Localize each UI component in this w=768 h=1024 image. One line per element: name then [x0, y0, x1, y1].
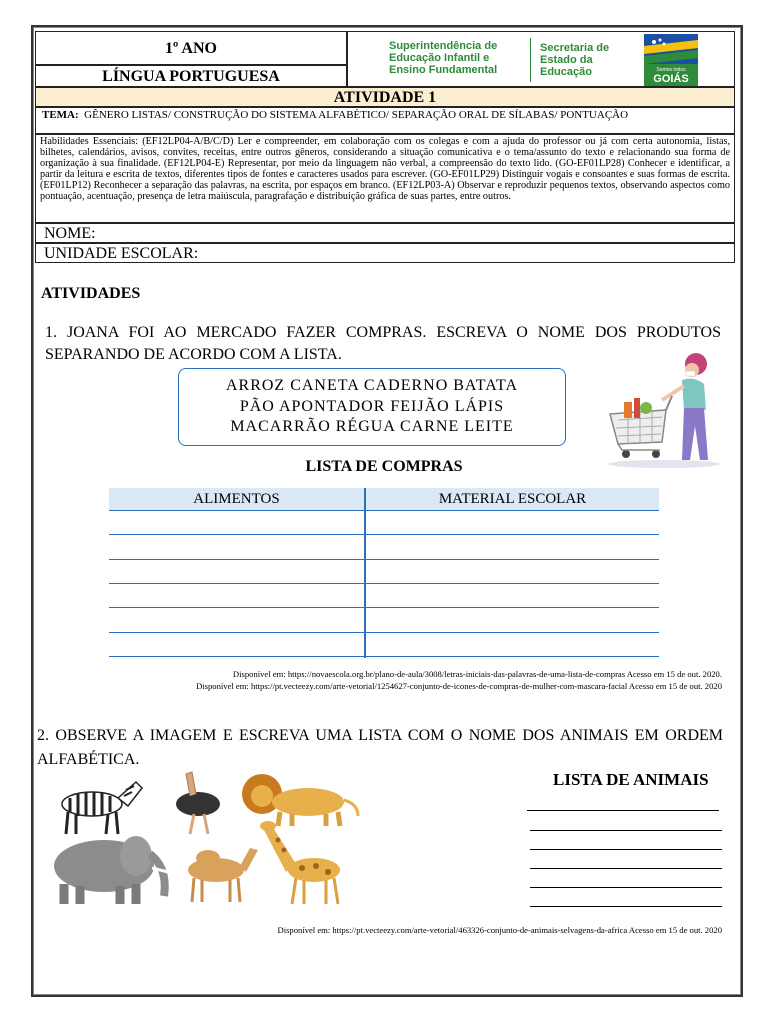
answer-row[interactable]	[109, 656, 659, 657]
shopping-woman-illustration	[604, 350, 724, 470]
animal-answer-line[interactable]	[530, 887, 722, 888]
word-bank-line: ARROZ CANETA CADERNO BATATA	[225, 377, 519, 394]
column-header-school-supplies: MATERIAL ESCOLAR	[366, 488, 659, 510]
credit-3: Disponível em: https://pt.vecteezy.com/arte-vetorial/463326-conjunto-de-animais-selvagens-da-africa Acesso em 15 de out. 2020	[277, 925, 722, 935]
question-2-text: 2. OBSERVE A IMAGEM E ESCREVA UMA LISTA COM O NOME DOS ANIMAIS EM ORDEM ALFABÉTICA.	[37, 727, 723, 768]
svg-text:GOIÁS: GOIÁS	[653, 73, 689, 85]
question-1-text: 1. JOANA FOI AO MERCADO FAZER COMPRAS. ESCREVA O NOME DOS PRODUTOS SEPARANDO DE ACORDO COM A LISTA.	[45, 324, 721, 363]
answer-row[interactable]	[109, 632, 659, 633]
shopping-list-title: LISTA DE COMPRAS	[305, 458, 463, 475]
animal-answer-line[interactable]	[530, 868, 722, 869]
giraffe-icon	[260, 821, 340, 904]
activity-title: ATIVIDADE 1	[35, 87, 735, 107]
column-header-food: ALIMENTOS	[109, 488, 364, 510]
animal-list-title: LISTA DE ANIMAIS	[553, 770, 709, 789]
tema-row: TEMA: GÊNERO LISTAS/ CONSTRUÇÃO DO SISTEMA ALFABÉTICO/ SEPARAÇÃO ORAL DE SÍLABAS/ PONTUAÇÃO	[35, 107, 735, 134]
answer-row[interactable]	[109, 583, 659, 584]
section-heading: ATIVIDADES	[41, 285, 141, 302]
animal-answer-line[interactable]	[530, 830, 722, 831]
subject-label: LÍNGUA PORTUGUESA	[35, 65, 347, 87]
animal-answer-line[interactable]	[527, 810, 719, 811]
elephant-icon	[54, 836, 168, 904]
camel-icon	[188, 848, 258, 902]
secretaria-logo: Secretaria de Estado da Educação	[540, 42, 610, 78]
goias-flag-logo	[644, 34, 698, 86]
superintendencia-logo: Superintendência de Educação Infantil e Ensino Fundamental	[389, 40, 498, 76]
credit-2: Disponível em: https://pt.vecteezy.com/arte-vetorial/1254627-conjunto-de-icones-de-compras-de-mulher-com-mascara-facial Acesso em 15 de out. 2020	[196, 681, 722, 691]
name-field[interactable]: NOME:	[35, 223, 735, 243]
svg-text:Somos todos: Somos todos	[656, 67, 686, 73]
word-bank-line: MACARRÃO RÉGUA CARNE LEITE	[230, 418, 514, 435]
answer-row[interactable]	[109, 559, 659, 560]
school-field[interactable]: UNIDADE ESCOLAR:	[35, 243, 735, 263]
ostrich-icon	[176, 772, 220, 834]
animal-answer-line[interactable]	[530, 906, 722, 907]
answer-row[interactable]	[109, 607, 659, 608]
word-bank-line: PÃO APONTADOR FEIJÃO LÁPIS	[239, 398, 505, 415]
animal-answer-line[interactable]	[530, 849, 722, 850]
grade-label: 1º ANO	[35, 31, 347, 65]
logos-cell	[347, 31, 735, 87]
skills-text: Habilidades Essenciais: (EF12LP04-A/B/C/D) Ler e compreender, em colaboração com os colegas e com a ajuda do professor ou já com certa autonomia, listas, bilhetes, calendários, avisos, convites, receitas, entre outros gêneros, considerando a situação comunicativa e o tema/assunto do texto e relacionando sua forma de organização à sua finalidade. (EF12LP04-E) Representar, por meio da linguagem não verbal, a compreensão do texto lido. (GO-EF01LP28) Conhecer e identificar, a partir da leitura e escrita de textos, diferentes tipos de fontes e caracteres usados para escrever. (GO-EF01LP29) Distinguir vogais e consoantes e suas formas de escrita. (EF01LP12) Reconhecer a separação das palavras, na escrita, por espaços em branco. (EF12LP03-A) Observar e reproduzir pequenos textos, observando aspectos como pontuação, acentuação, presença de letra maiúscula, paragrafação e distribuição gráfica de suas partes, entre outros.	[35, 134, 735, 223]
lion-icon	[242, 774, 358, 826]
header-table	[35, 31, 735, 287]
animals-illustration	[40, 768, 370, 908]
credit-1: Disponível em: https://novaescola.org.br/plano-de-aula/3008/letras-iniciais-das-palavras-de-uma-lista-de-compras Acesso em 15 de out. 2020.	[232, 669, 722, 679]
answer-row[interactable]	[109, 534, 659, 535]
zebra-icon	[62, 782, 142, 834]
answer-row[interactable]	[109, 510, 659, 511]
word-bank-box	[178, 368, 566, 446]
